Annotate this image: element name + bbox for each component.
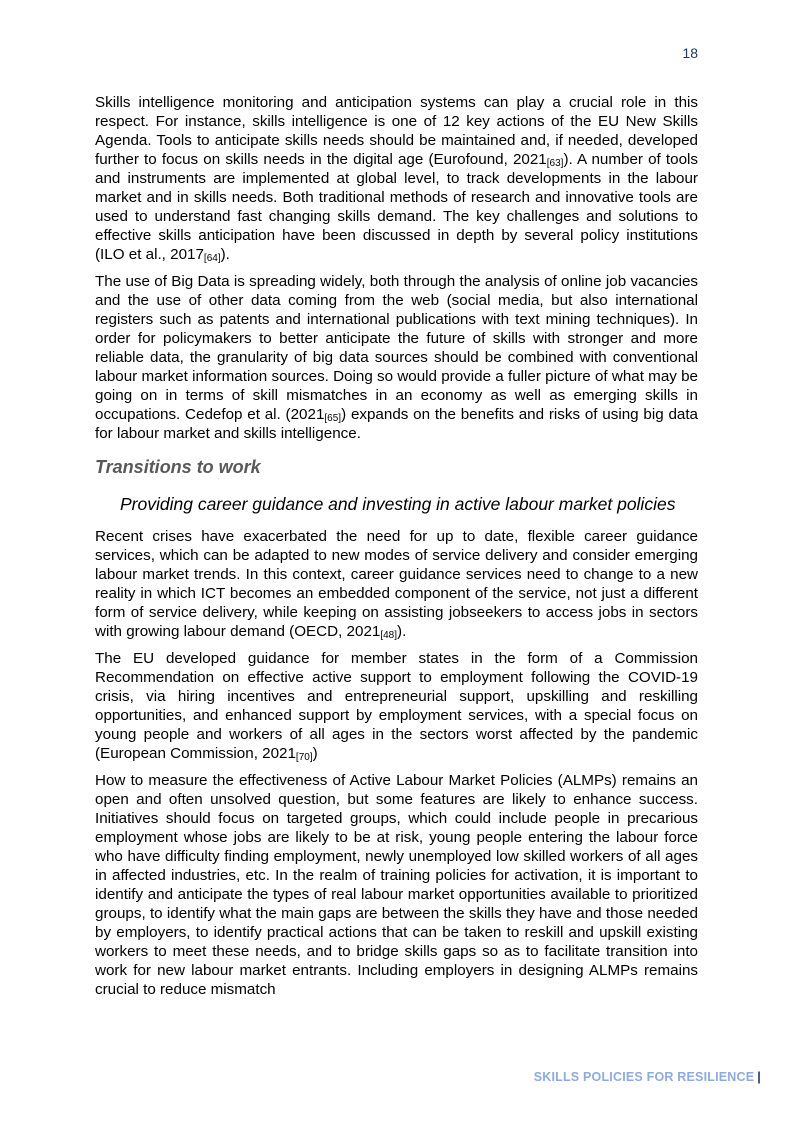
citation-ref: [48]: [380, 630, 398, 641]
page-number: 18: [682, 45, 698, 61]
paragraph-recent-crises: Recent crises have exacerbated the need for up to date, flexible career guidance services, which can be adapted to new modes of service delivery and consider emerging labour market trends. In this context, career guidance services need to change to a new reality in which ICT becomes an embedded component of the service, not just a different form of service delivery, while keeping on assisting jobseekers to access jobs in sectors with growing labour demand (OECD, $2021_{[48]}$).: [95, 528, 698, 641]
heading-career-guidance-almp: Providing career guidance and investing in active labour market policies: [120, 494, 676, 514]
footer-separator: |: [757, 1070, 761, 1084]
paragraph-eu-guidance: The EU developed guidance for member states in the form of a Commission Recommendation on effective active support to employment following the COVID-19 crisis, via hiring incentives and entrepreneurial support, upskilling and reskilling opportunities, and enhanced support by employment services, with a special focus on young people and workers of all ages in the sectors worst affected by the pandemic (European Commission, $2021_{[70]}$): [95, 650, 698, 763]
page-body: [95, 93, 698, 1007]
citation-ref: [70]: [295, 752, 313, 763]
heading-transitions-to-work: Transitions to work: [95, 457, 261, 477]
page-footer: [534, 1070, 761, 1084]
footer-title: SKILLS POLICIES FOR RESILIENCE: [533, 1070, 755, 1084]
paragraph-skills-intelligence: Skills intelligence monitoring and anticipation systems can play a crucial role in this respect. For instance, skills intelligence is one of 12 key actions of the EU New Skills Agenda. Tools to anticipate skills needs should be maintained and, if needed, developed further to focus on skills needs in the digital age (Eurofound, $2021_{[63]}$). A number of tools and instruments are implemented at global level, to track developments in the labour market and in skills needs. Both traditional methods of research and innovative tools are used to understand fast changing skills demand. The key challenges and solutions to effective skills anticipation have been discussed in depth by several policy institutions (ILO et al., $2017_{[64]}$).: [95, 94, 698, 264]
citation-ref: [63]: [546, 158, 564, 169]
paragraph-almp-effectiveness: How to measure the effectiveness of Active Labour Market Policies (ALMPs) remains an open and often unsolved question, but some features are likely to enhance success. Initiatives should focus on targeted groups, which could include people in precarious employment whose jobs are likely to be at risk, young people entering the labour force who have difficulty finding employment, newly unemployed low skilled workers of all ages in affected industries, etc. In the realm of training policies for activation, it is important to identify and anticipate the types of real labour market opportunities available to prioritized groups, to identify what the main gaps are between the skills they have and those needed by employers, to identify practical actions that can be taken to reskill and upskill existing workers to meet these needs, and to bridge skills gaps so as to facilitate transition into work for new labour market entrants. Including employers in designing ALMPs remains crucial to reduce mismatch: [95, 772, 698, 998]
paragraph-big-data: The use of Big Data is spreading widely, both through the analysis of online job vacancies and the use of other data coming from the web (social media, but also international registers such as patents and international publications with text mining techniques). In order for policymakers to better anticipate the future of skills with stronger and more reliable data, the granularity of big data sources should be combined with conventional labour market information sources. Doing so would provide a fuller picture of what may be going on in terms of skill mismatches in an economy as well as emerging skills in occupations. Cedefop et al. $(2021_{[65]})$ expands on the benefits and risks of using big data for labour market and skills intelligence.: [95, 273, 699, 442]
citation-ref: [64]: [203, 253, 221, 264]
citation-ref: [65]: [324, 413, 342, 424]
